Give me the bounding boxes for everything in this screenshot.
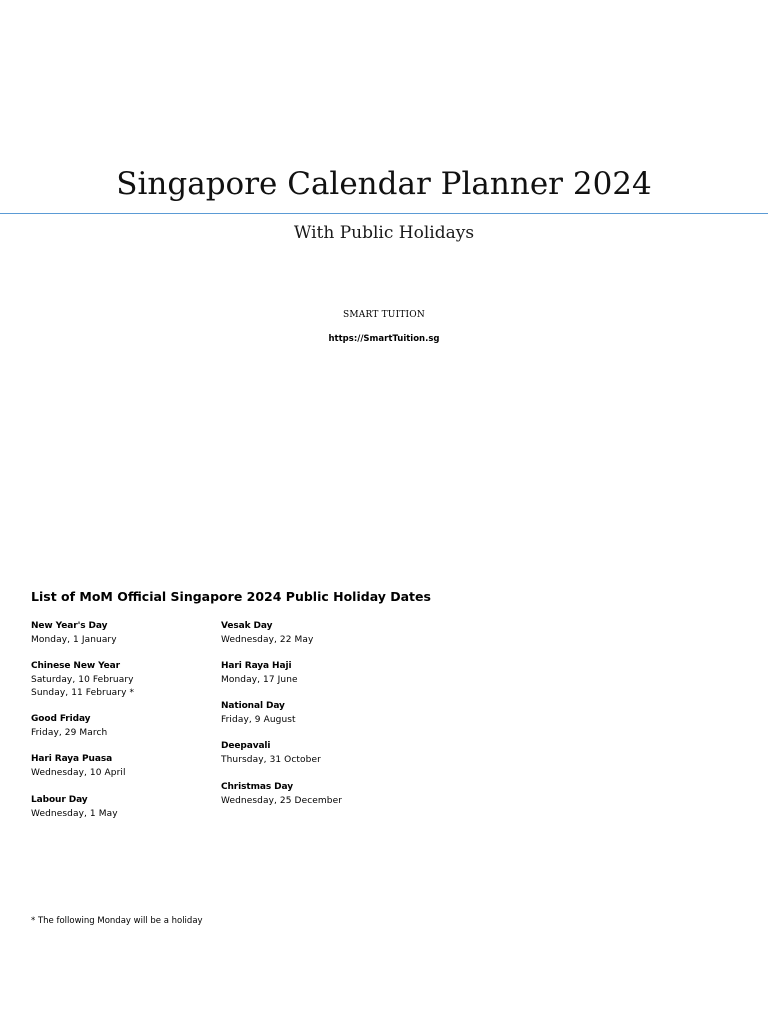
holiday-date: Saturday, 10 February — [31, 674, 134, 685]
holiday-name: Vesak Day — [221, 621, 273, 631]
holiday-new-years-day — [31, 620, 117, 647]
holiday-date: Monday, 1 January — [31, 634, 117, 645]
holiday-name: New Year's Day — [31, 621, 108, 631]
holiday-deepavali — [221, 740, 321, 767]
holiday-list-heading: List of MoM Official Singapore 2024 Public Holiday Dates — [31, 589, 431, 604]
holiday-name: Hari Raya Haji — [221, 661, 292, 671]
holiday-date: Sunday, 11 February * — [31, 688, 135, 698]
holiday-date: Friday, 9 August — [221, 714, 296, 725]
holiday-good-friday — [31, 713, 107, 740]
holiday-chinese-new-year — [31, 660, 134, 701]
holiday-date: Wednesday, 25 December — [221, 795, 343, 806]
holiday-name: Chinese New Year — [31, 661, 120, 671]
holiday-date: Wednesday, 1 May — [31, 808, 118, 819]
holiday-name: Christmas Day — [221, 782, 293, 792]
holiday-christmas-day — [221, 781, 342, 808]
holiday-vesak-day — [221, 620, 313, 647]
holiday-date: Thursday, 31 October — [221, 754, 321, 765]
holiday-date: Wednesday, 10 April — [31, 767, 126, 778]
holiday-date: Wednesday, 22 May — [221, 634, 314, 645]
holiday-name: Deepavali — [221, 741, 271, 751]
holiday-date: Monday, 17 June — [221, 674, 298, 685]
holiday-name: National Day — [221, 701, 285, 711]
holiday-national-day — [221, 700, 296, 727]
page-subtitle: With Public Holidays — [293, 223, 475, 243]
title-divider — [0, 213, 768, 214]
holiday-hari-raya-puasa — [31, 753, 126, 780]
holiday-labour-day — [31, 794, 118, 821]
holiday-name: Labour Day — [31, 795, 88, 805]
holiday-name: Good Friday — [31, 714, 91, 724]
footnote: * The following Monday will be a holiday — [31, 916, 203, 926]
holiday-name: Hari Raya Puasa — [31, 754, 113, 764]
holiday-hari-raya-haji — [221, 660, 298, 687]
author-name: SMART TUITION — [343, 310, 425, 320]
holiday-date: Friday, 29 March — [31, 727, 108, 738]
website-link[interactable]: https://SmartTuition.sg — [328, 334, 440, 344]
page-title: Singapore Calendar Planner 2024 — [116, 166, 652, 202]
